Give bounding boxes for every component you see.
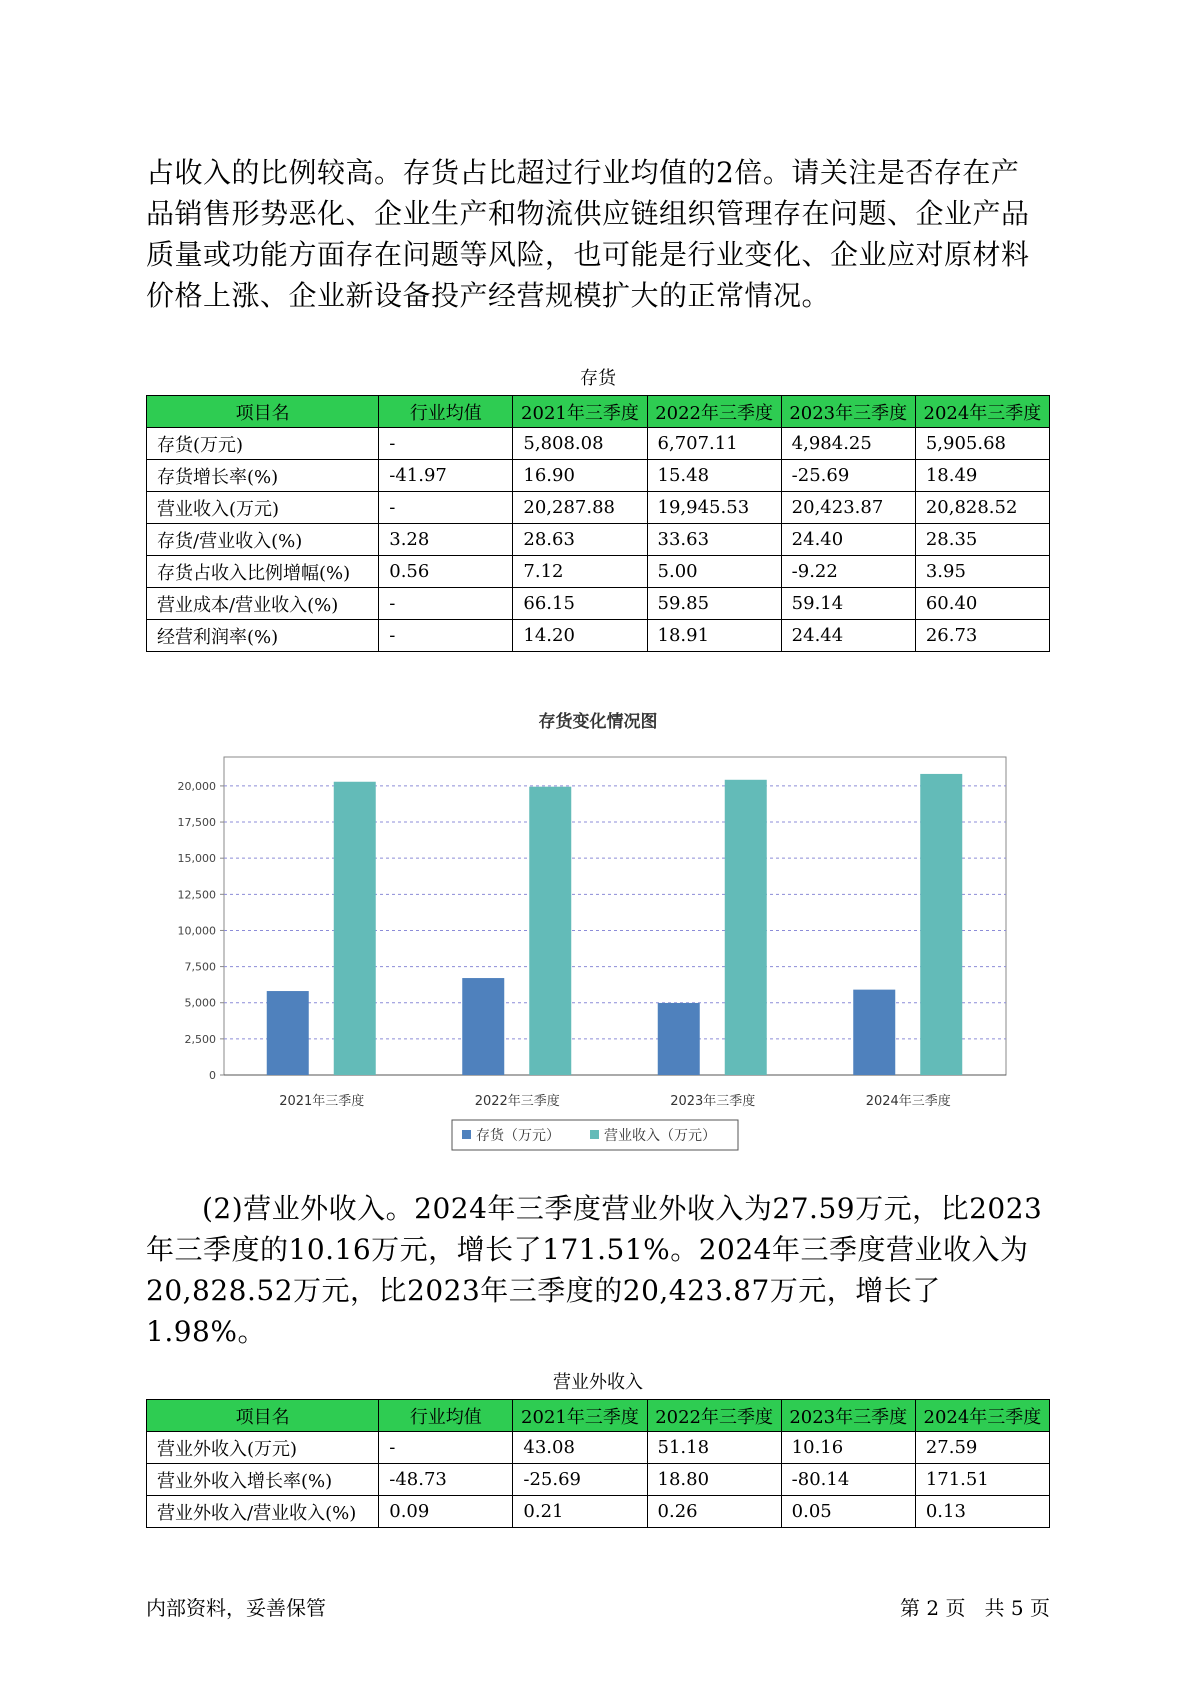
y-tick-label: 2,500 bbox=[184, 1032, 216, 1046]
bar bbox=[920, 774, 962, 1075]
table-cell: 15.48 bbox=[647, 460, 781, 492]
table-cell: - bbox=[379, 428, 513, 460]
legend-label: 营业收入（万元） bbox=[604, 1128, 716, 1144]
table-cell: 0.21 bbox=[513, 1496, 647, 1528]
header-cell: 项目名 bbox=[147, 396, 379, 428]
table-row bbox=[147, 1496, 1050, 1528]
x-tick-label: 2021年三季度 bbox=[279, 1094, 365, 1109]
table-row bbox=[147, 620, 1050, 652]
y-tick-label: 10,000 bbox=[177, 924, 216, 938]
table-cell: 0.13 bbox=[915, 1496, 1049, 1528]
table-cell: 0.56 bbox=[379, 556, 513, 588]
x-tick-label: 2023年三季度 bbox=[670, 1094, 756, 1109]
y-tick-label: 17,500 bbox=[177, 816, 216, 830]
table-cell: 3.28 bbox=[379, 524, 513, 556]
table-cell: 24.40 bbox=[781, 524, 915, 556]
table-cell: 10.16 bbox=[781, 1432, 915, 1464]
table-cell: 5,905.68 bbox=[915, 428, 1049, 460]
table-cell: 4,984.25 bbox=[781, 428, 915, 460]
table-cell: 28.63 bbox=[513, 524, 647, 556]
bar bbox=[725, 780, 767, 1075]
row-label: 存货占收入比例增幅(%) bbox=[147, 556, 379, 588]
table-cell: 171.51 bbox=[915, 1464, 1049, 1496]
header-cell: 2022年三季度 bbox=[647, 1400, 781, 1432]
table-cell: 0.05 bbox=[781, 1496, 915, 1528]
table-header-row bbox=[147, 396, 1050, 428]
row-label: 营业外收入/营业收入(%) bbox=[147, 1496, 379, 1528]
table-cell: 0.26 bbox=[647, 1496, 781, 1528]
footer-page-number: 第 2 页 共 5 页 bbox=[900, 1596, 1050, 1620]
table-row bbox=[147, 492, 1050, 524]
table-cell: 18.80 bbox=[647, 1464, 781, 1496]
header-cell: 2024年三季度 bbox=[915, 1400, 1049, 1432]
table-caption-non-operating: 营业外收入 bbox=[553, 1372, 643, 1393]
table-cell: 51.18 bbox=[647, 1432, 781, 1464]
table-row bbox=[147, 556, 1050, 588]
bar bbox=[658, 1003, 700, 1075]
row-label: 营业外收入(万元) bbox=[147, 1432, 379, 1464]
table-cell: -48.73 bbox=[379, 1464, 513, 1496]
header-cell: 2024年三季度 bbox=[915, 396, 1049, 428]
table-cell: 20,828.52 bbox=[915, 492, 1049, 524]
legend-swatch bbox=[590, 1130, 599, 1139]
y-tick-label: 7,500 bbox=[184, 960, 216, 974]
bar bbox=[334, 782, 376, 1075]
table-cell: 18.49 bbox=[915, 460, 1049, 492]
table-cell: - bbox=[379, 1432, 513, 1464]
table-cell: 0.09 bbox=[379, 1496, 513, 1528]
table-cell: 43.08 bbox=[513, 1432, 647, 1464]
y-tick-label: 5,000 bbox=[184, 996, 216, 1010]
table-cell: 60.40 bbox=[915, 588, 1049, 620]
y-tick-label: 15,000 bbox=[177, 852, 216, 866]
table-cell: 19,945.53 bbox=[647, 492, 781, 524]
table-cell: 27.59 bbox=[915, 1432, 1049, 1464]
table-cell: 5,808.08 bbox=[513, 428, 647, 460]
table-cell: 59.14 bbox=[781, 588, 915, 620]
table-cell: -41.97 bbox=[379, 460, 513, 492]
header-cell: 2021年三季度 bbox=[513, 1400, 647, 1432]
inventory-chart bbox=[146, 705, 1050, 1165]
table-cell: 26.73 bbox=[915, 620, 1049, 652]
table-cell: -25.69 bbox=[781, 460, 915, 492]
row-label: 存货/营业收入(%) bbox=[147, 524, 379, 556]
table-cell: - bbox=[379, 620, 513, 652]
bar bbox=[267, 991, 309, 1075]
legend-swatch bbox=[462, 1130, 471, 1139]
bar bbox=[529, 787, 571, 1075]
table-cell: 66.15 bbox=[513, 588, 647, 620]
table-cell: 59.85 bbox=[647, 588, 781, 620]
paragraph-inventory: 占收入的比例较高。存货占比超过行业均值的2倍。请关注是否存在产品销售形势恶化、企业生产和物流供应链组织管理存在问题、企业产品质量或功能方面存在问题等风险，也可能是行业变化、企业应对原材料价格上涨、企业新设备投产经营规模扩大的正常情况。 bbox=[146, 156, 1030, 312]
bar bbox=[462, 978, 504, 1075]
row-label: 存货(万元) bbox=[147, 428, 379, 460]
x-tick-label: 2024年三季度 bbox=[865, 1094, 951, 1109]
table-cell: 33.63 bbox=[647, 524, 781, 556]
paragraph-non-operating-income: (2)营业外收入。2024年三季度营业外收入为27.59万元，比2023年三季度的10.16万元，增长了171.51%。2024年三季度营业收入为20,828.52万元，比2023年三季度的20,423.87万元，增长了1.98%。 bbox=[146, 1192, 1043, 1348]
header-cell: 行业均值 bbox=[379, 396, 513, 428]
table-row bbox=[147, 460, 1050, 492]
table-cell: 28.35 bbox=[915, 524, 1049, 556]
table-cell: - bbox=[379, 492, 513, 524]
inventory-table bbox=[146, 395, 1050, 652]
table-cell: 16.90 bbox=[513, 460, 647, 492]
header-cell: 2022年三季度 bbox=[647, 396, 781, 428]
table-row bbox=[147, 524, 1050, 556]
table-header-row bbox=[147, 1400, 1050, 1432]
chart-title: 存货变化情况图 bbox=[538, 712, 658, 732]
table-cell: -80.14 bbox=[781, 1464, 915, 1496]
row-label: 存货增长率(%) bbox=[147, 460, 379, 492]
y-tick-label: 12,500 bbox=[177, 888, 216, 902]
row-label: 营业成本/营业收入(%) bbox=[147, 588, 379, 620]
bar bbox=[853, 990, 895, 1075]
table-cell: - bbox=[379, 588, 513, 620]
x-tick-label: 2022年三季度 bbox=[474, 1094, 560, 1109]
table-cell: 20,423.87 bbox=[781, 492, 915, 524]
table-caption-inventory: 存货 bbox=[580, 368, 616, 389]
header-cell: 行业均值 bbox=[379, 1400, 513, 1432]
table-cell: 7.12 bbox=[513, 556, 647, 588]
chart-svg bbox=[146, 705, 1050, 1165]
table-cell: 3.95 bbox=[915, 556, 1049, 588]
row-label: 经营利润率(%) bbox=[147, 620, 379, 652]
table-cell: 24.44 bbox=[781, 620, 915, 652]
table-row bbox=[147, 1464, 1050, 1496]
table-cell: 20,287.88 bbox=[513, 492, 647, 524]
row-label: 营业收入(万元) bbox=[147, 492, 379, 524]
legend-label: 存货（万元） bbox=[476, 1128, 560, 1144]
row-label: 营业外收入增长率(%) bbox=[147, 1464, 379, 1496]
non-operating-income-table bbox=[146, 1399, 1050, 1528]
table-row bbox=[147, 588, 1050, 620]
footer-confidential: 内部资料，妥善保管 bbox=[146, 1596, 326, 1620]
header-cell: 2023年三季度 bbox=[781, 1400, 915, 1432]
table-cell: 18.91 bbox=[647, 620, 781, 652]
header-cell: 2023年三季度 bbox=[781, 396, 915, 428]
header-cell: 2021年三季度 bbox=[513, 396, 647, 428]
table-row bbox=[147, 1432, 1050, 1464]
table-cell: 14.20 bbox=[513, 620, 647, 652]
table-cell: 6,707.11 bbox=[647, 428, 781, 460]
y-tick-label: 0 bbox=[209, 1069, 216, 1082]
header-cell: 项目名 bbox=[147, 1400, 379, 1432]
y-tick-label: 20,000 bbox=[177, 779, 216, 793]
table-row bbox=[147, 428, 1050, 460]
table-cell: -9.22 bbox=[781, 556, 915, 588]
table-cell: 5.00 bbox=[647, 556, 781, 588]
table-cell: -25.69 bbox=[513, 1464, 647, 1496]
